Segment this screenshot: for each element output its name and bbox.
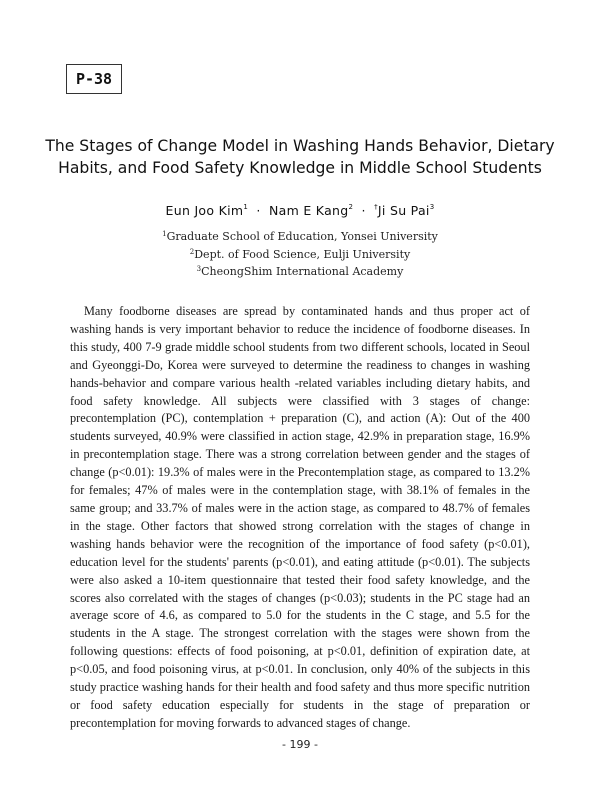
affiliation-3-mark: 3	[196, 265, 202, 273]
affiliation-1-text: Graduate School of Education, Yonsei University	[166, 230, 438, 243]
paper-title	[40, 135, 560, 179]
title-line-1: The Stages of Change Model in Washing Hands Behavior, Dietary	[45, 137, 555, 155]
author-1-affil-mark: 1	[243, 203, 249, 211]
title-line-2: Habits, and Food Safety Knowledge in Middle School Students	[58, 159, 542, 177]
author-3-affil-mark: 3	[429, 203, 435, 211]
author-1-name: Eun Joo Kim	[165, 203, 244, 218]
abstract-paragraph: Many foodborne diseases are spread by contaminated hands and thus proper act of washing hands is very important behavior to reduce the incidence of foodborne diseases. In this study, 400 7-9 grade middle school students from two different schools, located in Seoul and Gyeonggi-Do, Korea were surveyed to determine the readiness to changes in washing hands-behavior and compare various health -related variables including dietary habits, and food safety knowledge. All subjects were classified with 3 stages of change: precontemplation (PC), contemplation + preparation (C), and action (A): Out of the 400 students surveyed, 40.9% were classified in action stage, 42.9% in preparation stage, 16.9% in precontemplation stage. There was a strong correlation between gender and the stages of change (p<0.01): 19.3% of males were in the Precontemplation stage, as compared to 13.2% for females; 47% of males were in the contemplation stage, with 38.1% of females in the same group; and 33.7% of males were in the action stage, as compared to 48.7% of females in the stage. Other factors that showed strong correlation with the stages of change in washing hands behavior were the recognition of the importance of food safety (p<0.01), education level for the students' parents (p<0.01), and eating attitude (p<0.01). The subjects were also asked a 10-item questionnaire that tested their food safety knowledge, and the scores also correlated with the stages of changes (p<0.03); students in the PC stage had an average score of 4.6, as compared to 5.0 for the students in the C stage, and 5.5 for the students in the A stage. The strongest correlation with the stages were shown from the following questions: effects of food poisoning, at p<0.01, definition of expiration date, at p<0.05, and food poisoning virus, at p<0.01. In conclusion, only 40% of the subjects in this study practice washing hands for their health and food safety and thus more specific nutrition or food safety education especially for students in the stage of preparation or precontemplation for moving forwards to advanced stages of change.	[70, 304, 530, 730]
abstract	[70, 303, 530, 733]
affiliation-3-text: CheongShim International Academy	[201, 265, 404, 278]
affiliation-2	[40, 245, 560, 263]
author-list	[40, 203, 560, 218]
affiliation-2-mark: 2	[189, 247, 195, 256]
author-2-affil-mark: 2	[348, 203, 354, 211]
author-3-name: Ji Su Pai	[377, 203, 430, 218]
affiliation-3	[40, 262, 560, 280]
affiliation-1-mark: 1	[162, 230, 167, 238]
corresponding-author-mark: †	[374, 203, 378, 211]
affiliations	[40, 227, 560, 280]
author-separator: ·	[361, 203, 366, 218]
page-number: - 199 -	[282, 738, 318, 751]
affiliation-1	[40, 227, 560, 245]
poster-id-box: P-38	[66, 64, 122, 94]
affiliation-2-text: Dept. of Food Science, Eulji University	[194, 247, 411, 261]
author-separator: ·	[256, 203, 261, 218]
author-2-name: Nam E Kang	[268, 203, 349, 218]
